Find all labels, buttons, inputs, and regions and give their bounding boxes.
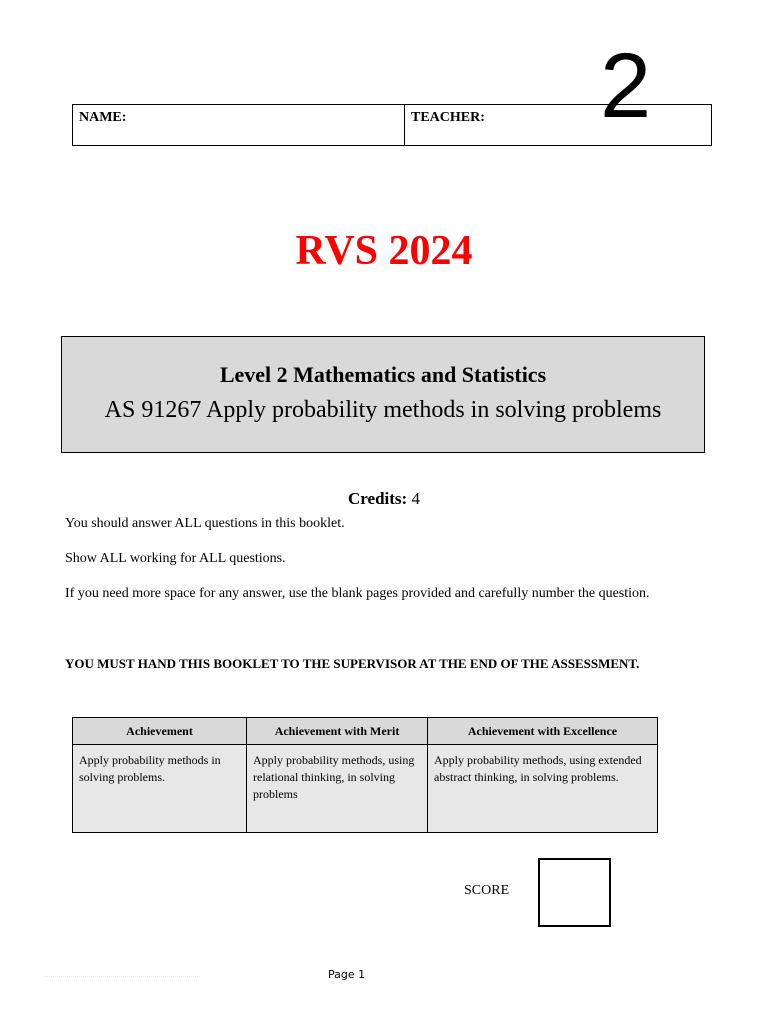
instruction-extra-space: If you need more space for any answer, use the blank pages provided and carefully number the question. [65,586,650,601]
instruction-show-working: Show ALL working for ALL questions. [65,551,286,566]
credits-value: 4 [411,489,420,508]
standard-title: AS 91267 Apply probability methods in solving problems [104,397,662,423]
name-label: NAME: [79,110,127,125]
criteria-description-row [73,745,658,833]
name-field[interactable] [73,105,405,145]
footer-divider [45,976,200,977]
teacher-field[interactable] [405,105,711,145]
page-title: RVS 2024 [295,228,473,274]
score-label: SCORE [464,883,510,898]
score-box[interactable] [538,858,611,927]
achievement-description: Apply probability methods in solving problems. [73,745,247,833]
credits [0,488,768,510]
criteria-header-row [73,718,658,745]
credits-label: Credits: [348,489,408,508]
header-achievement: Achievement [73,718,247,745]
page-number: Page 1 [328,968,366,981]
merit-description: Apply probability methods, using relational thinking, in solving problems [247,745,428,833]
booklet-number: 2 [600,35,652,137]
hand-in-warning: YOU MUST HAND THIS BOOKLET TO THE SUPERVISOR AT THE END OF THE ASSESSMENT. [65,656,640,671]
subject-box [61,336,705,453]
instruction-answer-all: You should answer ALL questions in this booklet. [65,516,345,531]
achievement-criteria-table [72,717,658,833]
header-excellence: Achievement with Excellence [428,718,658,745]
excellence-description: Apply probability methods, using extended abstract thinking, in solving problems. [428,745,658,833]
subject-level: Level 2 Mathematics and Statistics [219,362,547,387]
header-merit: Achievement with Merit [247,718,428,745]
teacher-label: TEACHER: [411,110,485,125]
